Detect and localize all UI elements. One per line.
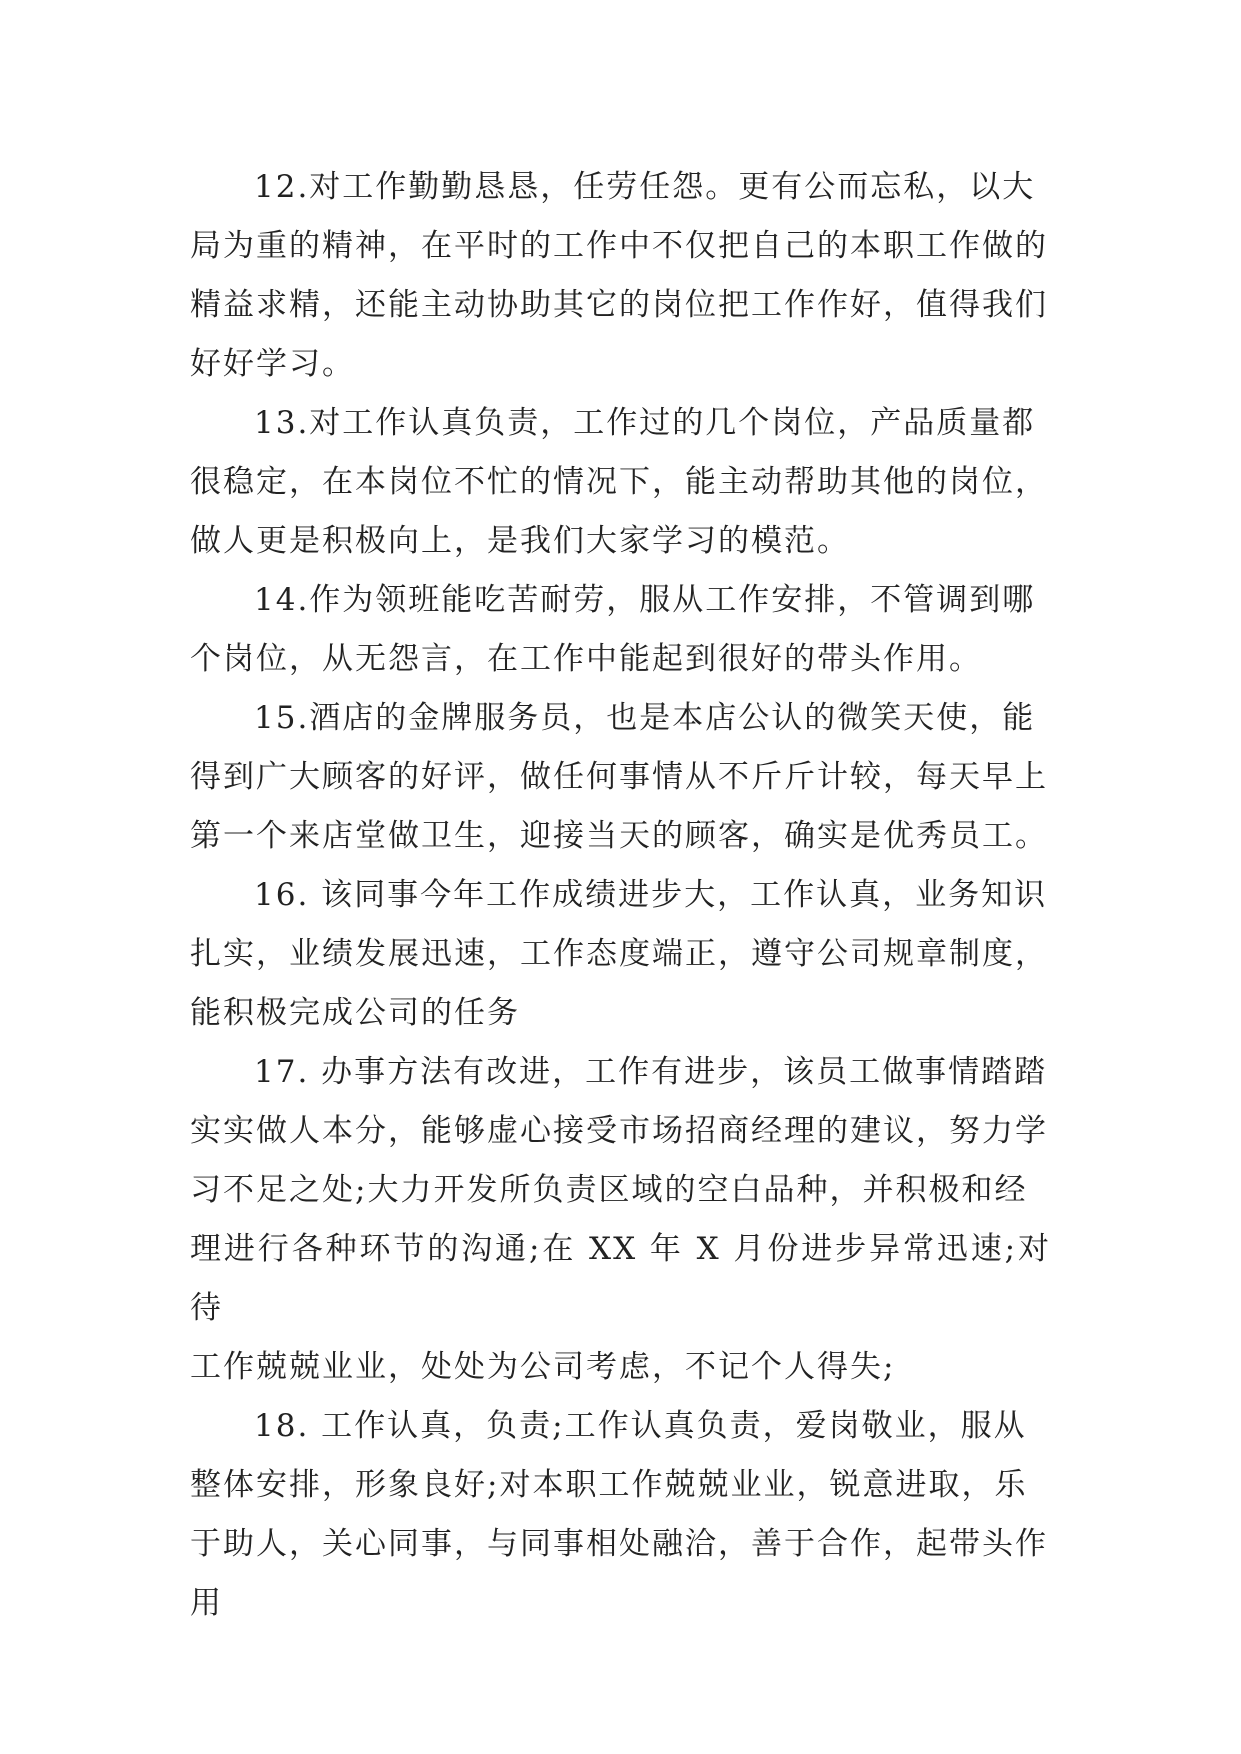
paragraph-line: 16. 该同事今年工作成绩进步大，工作认真，业务知识 [254,877,1048,913]
paragraph-line: 精益求精，还能主动协助其它的岗位把工作作好，值得我们 [190,287,1048,323]
paragraph-line: 第一个来店堂做卫生，迎接当天的顾客，确实是优秀员工。 [190,818,1048,854]
paragraph-13 [190,394,1051,571]
paragraph-17 [190,1043,1051,1397]
paragraph-12 [190,158,1051,394]
paragraph-18 [190,1397,1051,1633]
paragraph-line: 14.作为领班能吃苦耐劳，服从工作安排，不管调到哪 [254,582,1036,618]
paragraph-line: 很稳定，在本岗位不忙的情况下，能主动帮助其他的岗位， [190,464,1048,500]
paragraph-line: 实实做人本分，能够虚心接受市场招商经理的建议，努力学 [190,1113,1048,1149]
paragraph-line: 17. 办事方法有改进，工作有进步，该员工做事情踏踏 [254,1054,1048,1090]
paragraph-line: 12.对工作勤勤恳恳，任劳任怨。更有公而忘私，以大 [254,169,1036,205]
paragraph-line: 15.酒店的金牌服务员，也是本店公认的微笑天使，能 [254,700,1036,736]
paragraph-line: 18. 工作认真，负责;工作认真负责，爱岗敬业，服从 [254,1408,1027,1444]
paragraph-line: 能积极完成公司的任务 [190,995,520,1031]
paragraph-line: 局为重的精神，在平时的工作中不仅把自己的本职工作做的 [190,228,1048,264]
paragraph-line: 扎实，业绩发展迅速，工作态度端正，遵守公司规章制度， [190,936,1048,972]
paragraph-line: 整体安排，形象良好;对本职工作兢兢业业，锐意进取，乐 [190,1467,1028,1503]
paragraph-15 [190,689,1051,866]
paragraph-line: 个岗位，从无怨言，在工作中能起到很好的带头作用。 [190,641,982,677]
paragraph-line: 用 [190,1585,223,1621]
paragraph-line: 得到广大顾客的好评，做任何事情从不斤斤计较，每天早上 [190,759,1048,795]
paragraph-line: 工作兢兢业业，处处为公司考虑，不记个人得失; [190,1349,896,1385]
paragraph-line: 习不足之处;大力开发所负责区域的空白品种，并积极和经 [190,1172,1028,1208]
paragraph-line: 于助人，关心同事，与同事相处融洽，善于合作，起带头作 [190,1526,1048,1562]
paragraph-line: 理进行各种环节的沟通;在 XX 年 X 月份进步异常迅速;对待 [190,1231,1051,1326]
paragraph-14 [190,571,1051,689]
paragraph-line: 好好学习。 [190,346,355,382]
document-body [190,158,1051,1633]
paragraph-line: 13.对工作认真负责，工作过的几个岗位，产品质量都 [254,405,1036,441]
paragraph-line: 做人更是积极向上，是我们大家学习的模范。 [190,523,850,559]
paragraph-16 [190,866,1051,1043]
